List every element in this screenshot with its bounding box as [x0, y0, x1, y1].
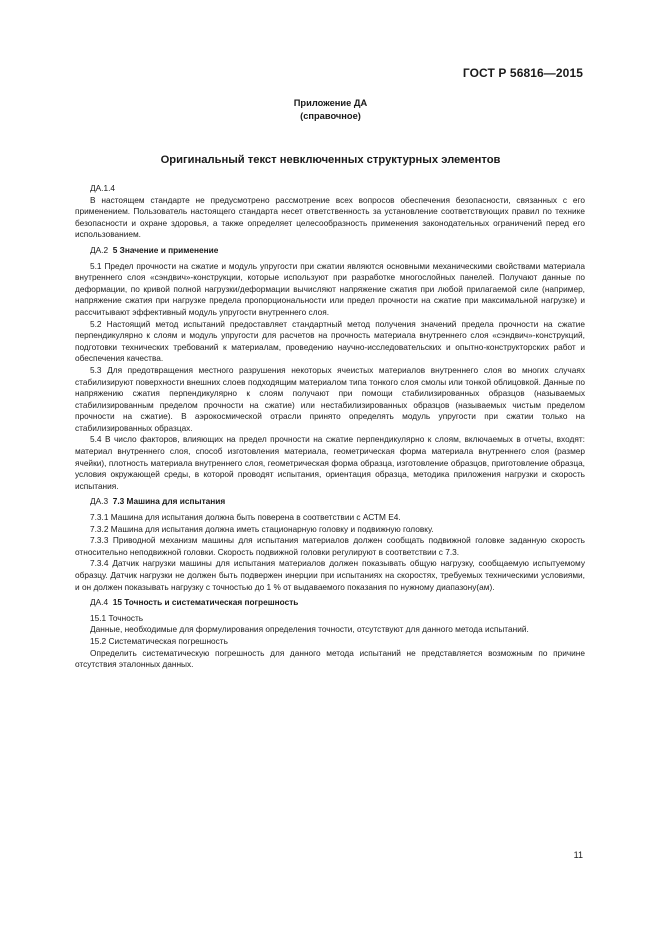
paragraph: 5.1 Предел прочности на сжатие и модуль упругости при сжатии являются основными механическими свойствами материала внутреннего слоя «сэндвич»-конструкции, которые используют при разработке многослойных панелей. Получают данные по деформации, по кривой полной нагрузки/деформации вычисляют напряжение сжатия при любой прилагаемой силе (например, напряжение сжатия при нагрузке предела пропорциональности или предел прочности на сжатие при максимальной нагрузке) и рассчитывают эффективный модуль упругости внутреннего слоя. [75, 260, 585, 317]
appendix-type: (справочное) [300, 111, 361, 121]
standard-code: ГОСТ Р 56816—2015 [462, 66, 583, 80]
paragraph: 7.3.1 Машина для испытания должна быть поверена в соответствии с АСТМ Е4. [90, 512, 401, 523]
paragraph: 7.3.2 Машина для испытания должна иметь стационарную головку и подвижную головку. [90, 523, 434, 534]
paragraph: 5.3 Для предотвращения местного разрушения некоторых ячеистых материалов внутреннего слоя во многих случаях стабилизируют поверхности внешних слоев подходящим материалом типа тонкого слоя смолы или тонкой облицовкой. Данные по напряжению сжатия перпендикулярно к слоям получают при помощи стабилизированных образцов (называемых стабилизированным пределом прочности на сжатие) или нестабилизированных образцов (называемых чистым пределом прочности на сжатие). В аэрокосмической отрасли принято определять модуль упругости при сжатии только на стабилизированных образцах. [75, 364, 585, 433]
section-title: 7.3 Машина для испытания [112, 496, 226, 507]
section-title: 15 Точность и систематическая погрешность [112, 597, 299, 608]
paragraph: 7.3.4 Датчик нагрузки машины для испытания материалов должен показывать общую нагрузку, сообщаемую испытуемому образцу. Датчик нагрузки не должен быть подвержен инерции при испытаниях на скоростях, требуемых техническими условиями, и он должен показывать нагрузку с точностью до 1 % от выдаваемого показания по нужному диапазону(ам). [75, 558, 585, 592]
section-title: 5 Значение и применение [112, 244, 219, 255]
section-prefix: ДА.4 [90, 597, 109, 608]
paragraph: 5.2 Настоящий метод испытаний предоставляет стандартный метод получения значений предела прочности на сжатие перпендикулярно к слоям и модуль упругости для расчетов на прочность материала внутреннего слоя «сэндвич»-конструкций, подготовки технических требований к материалам, проведению научно-исследовательских и опытно-конструкторских работ и обеспечения качества. [75, 318, 585, 364]
paragraph: 15.2 Систематическая погрешность [90, 635, 228, 646]
page-title: Оригинальный текст невключенных структурных элементов [160, 154, 501, 166]
section-number: ДА.1.4 [90, 183, 115, 193]
section-heading [75, 597, 585, 609]
section-prefix: ДА.3 [90, 496, 109, 507]
paragraph: Данные, необходимые для формулирования определения точности, отсутствуют для данного метода испытаний. [90, 624, 529, 635]
appendix-label: Приложение ДА [293, 98, 368, 108]
paragraph: 15.1 Точность [90, 612, 144, 623]
appendix-heading [0, 97, 661, 123]
paragraph: В настоящем стандарте не предусмотрено рассмотрение всех вопросов обеспечения безопасности, связанных с его применением. Пользователь настоящего стандарта несет ответственность за установление соответствующих правил по технике безопасности и охране здоровья, а также определяет целесообразность применения законодательных ограничений перед его использованием. [75, 194, 585, 240]
page-number: 11 [573, 850, 583, 860]
section-heading [75, 245, 585, 257]
section-prefix: ДА.2 [90, 244, 109, 255]
section-heading [75, 496, 585, 508]
paragraph: 7.3.3 Приводной механизм машины для испытания материалов должен сообщать подвижной головке заданную скорость относительно неподвижной головки. Скорость подвижной головки регулируют в соответствии с 7.3. [75, 535, 585, 557]
paragraph: 5.4 В число факторов, влияющих на предел прочности на сжатие перпендикулярно к слоям, включаемых в отчеты, входят: материал внутреннего слоя, способ изготовления материала, геометрическая форма материала внутреннего слоя (размер ячейки), плотность материала внутреннего слоя, геометрическая форма образца, изготовление образцов, приготовление образца, условия окружающей среды, в которой проводят испытания, ориентация образца, методика приложения нагрузки и скорость испытания. [75, 434, 585, 491]
paragraph: Определить систематическую погрешность для данного метода испытаний не представляется возможным по причине отсутствия эталонных данных. [75, 647, 585, 670]
document-body [75, 183, 585, 671]
